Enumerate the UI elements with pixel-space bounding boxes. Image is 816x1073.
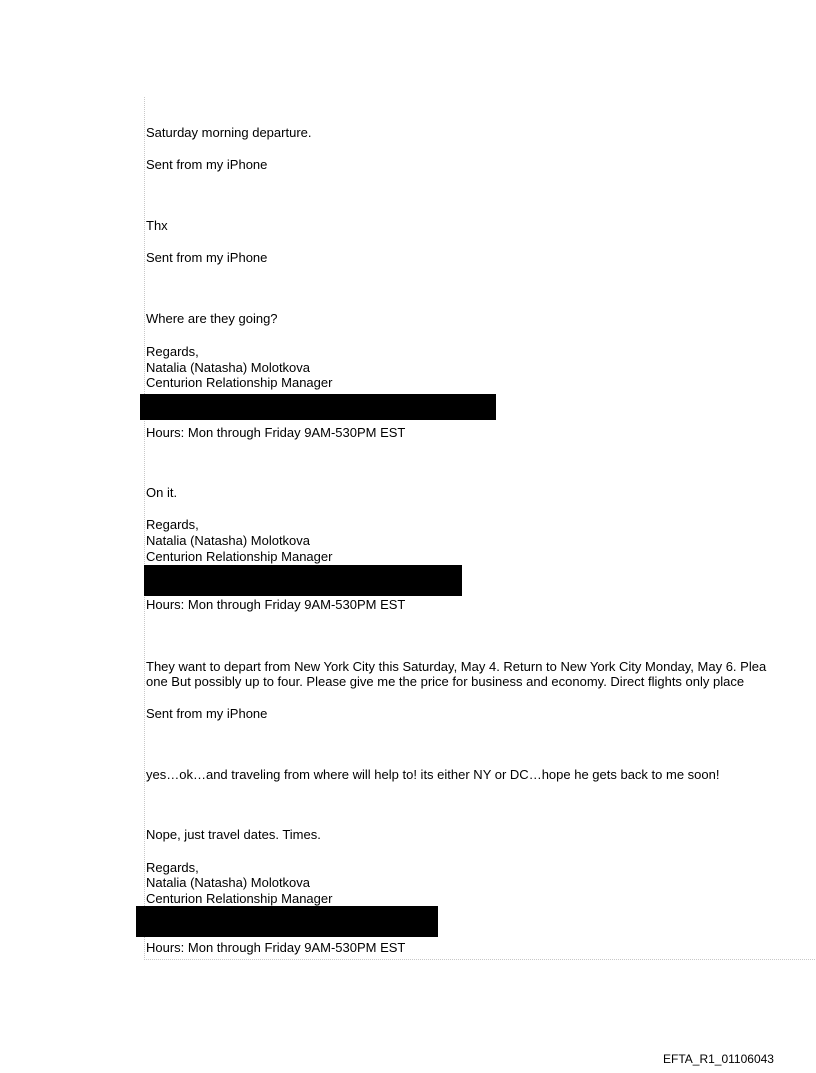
message-4-hours: Hours: Mon through Friday 9AM-530PM EST bbox=[146, 597, 406, 612]
message-3-body: Where are they going? bbox=[146, 311, 278, 326]
message-3-hours: Hours: Mon through Friday 9AM-530PM EST bbox=[146, 425, 406, 440]
redaction-bar bbox=[140, 394, 496, 420]
message-4-body: On it. bbox=[146, 485, 178, 500]
redaction-bar bbox=[144, 565, 462, 596]
message-4-sender-title: Centurion Relationship Manager bbox=[146, 549, 333, 564]
message-3-sender-title: Centurion Relationship Manager bbox=[146, 375, 333, 390]
message-4-regards: Regards, bbox=[146, 517, 199, 532]
message-7-regards: Regards, bbox=[146, 860, 199, 875]
message-1-signature: Sent from my iPhone bbox=[146, 157, 268, 172]
message-1-body: Saturday morning departure. bbox=[146, 125, 312, 140]
message-4-sender-name: Natalia (Natasha) Molotkova bbox=[146, 533, 311, 548]
message-5-body-line-1: They want to depart from New York City this Saturday, May 4. Return to New York City Monday, May 6. Plea bbox=[146, 659, 767, 674]
document-id: EFTA_R1_01106043 bbox=[663, 1052, 774, 1066]
message-6-body: yes…ok…and traveling from where will help to! its either NY or DC…hope he gets back to me soon! bbox=[146, 767, 720, 782]
message-5-signature: Sent from my iPhone bbox=[146, 706, 268, 721]
message-7-sender-name: Natalia (Natasha) Molotkova bbox=[146, 875, 311, 890]
message-2-body: Thx bbox=[146, 218, 168, 233]
message-3-sender-name: Natalia (Natasha) Molotkova bbox=[146, 360, 311, 375]
message-3-regards: Regards, bbox=[146, 344, 199, 359]
message-5-body-line-2: one But possibly up to four. Please give me the price for business and economy. Direct flights only place bbox=[146, 674, 745, 689]
message-7-hours: Hours: Mon through Friday 9AM-530PM EST bbox=[146, 940, 406, 955]
message-7-body: Nope, just travel dates. Times. bbox=[146, 827, 321, 842]
message-7-sender-title: Centurion Relationship Manager bbox=[146, 891, 333, 906]
message-2-signature: Sent from my iPhone bbox=[146, 250, 268, 265]
redaction-bar bbox=[136, 906, 438, 937]
